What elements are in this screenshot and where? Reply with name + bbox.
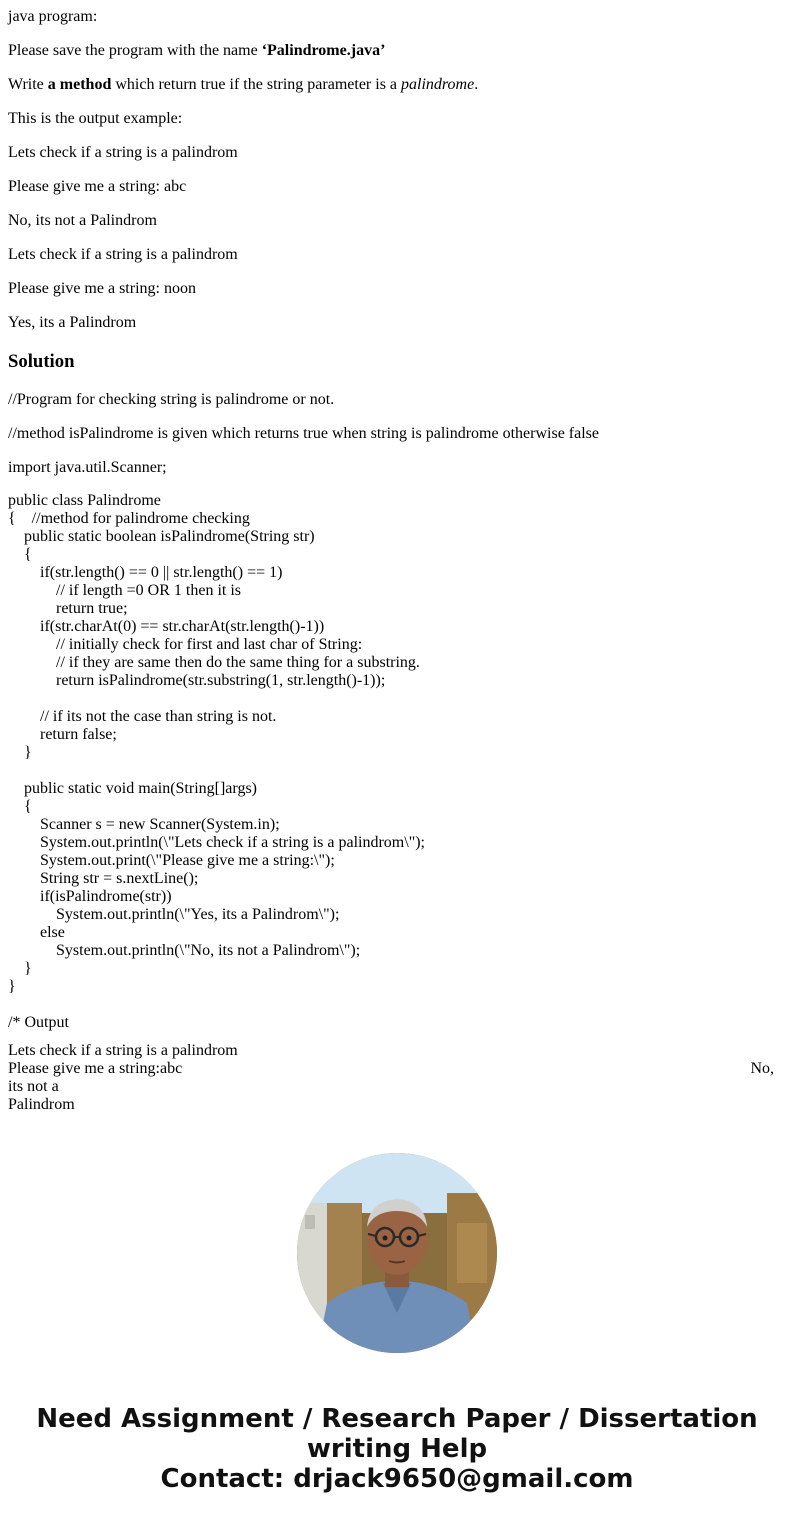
output-line: Lets check if a string is a palindrom	[8, 1042, 238, 1059]
code-line: if(isPalindrome(str))	[8, 888, 172, 905]
method-instruction-prefix: Write	[8, 76, 48, 93]
example-line: Please give me a string: noon	[8, 280, 196, 297]
code-line: return isPalindrome(str.substring(1, str.length()-1));	[8, 672, 386, 689]
output-example-label: This is the output example:	[8, 110, 183, 127]
code-line: public static boolean isPalindrome(String str)	[8, 528, 315, 545]
author-avatar	[297, 1153, 497, 1353]
code-line: /* Output	[8, 1014, 69, 1031]
code-line: if(str.length() == 0 || str.length() == 1)	[8, 564, 283, 581]
method-emphasis: a method	[47, 76, 112, 93]
method-instruction	[8, 76, 478, 94]
code-line: if(str.charAt(0) == str.charAt(str.length()-1))	[8, 618, 325, 635]
code-line: // initially check for first and last char of String:	[8, 636, 363, 653]
solution-comment: //method isPalindrome is given which returns true when string is palindrome otherwise false	[8, 425, 599, 442]
method-instruction-end: .	[474, 76, 479, 93]
code-line: System.out.println(\"No, its not a Palindrom\");	[8, 942, 361, 959]
code-line: // if length =0 OR 1 then it is	[8, 582, 242, 599]
example-line: No, its not a Palindrom	[8, 212, 157, 229]
code-line: System.out.println(\"Lets check if a string is a palindrom\");	[8, 834, 425, 851]
palindrome-term: palindrome	[401, 76, 475, 93]
code-line: public static void main(String[]args)	[8, 780, 257, 797]
save-instruction	[8, 42, 385, 60]
code-line: }	[8, 978, 16, 995]
code-line: Scanner s = new Scanner(System.in);	[8, 816, 280, 833]
code-line: {	[8, 546, 32, 563]
output-result-start: No,	[750, 1060, 774, 1077]
example-line: Please give me a string: abc	[8, 178, 187, 195]
code-line: public class Palindrome	[8, 492, 161, 509]
example-line: Lets check if a string is a palindrom	[8, 246, 238, 263]
code-line: {	[8, 798, 32, 815]
code-block	[8, 492, 786, 1050]
code-line	[8, 996, 786, 1014]
output-line: its not a	[8, 1078, 59, 1095]
import-statement: import java.util.Scanner;	[8, 459, 167, 476]
solution-comment: //Program for checking string is palindrome or not.	[8, 391, 335, 408]
code-line	[8, 690, 786, 708]
code-line: System.out.print(\"Please give me a string:\");	[8, 852, 335, 869]
code-line: }	[8, 744, 32, 761]
output-line	[8, 1060, 774, 1078]
contact-email: Contact: drjack9650@gmail.com	[160, 1464, 634, 1494]
promo-line: writing Help	[306, 1434, 488, 1464]
code-line: return true;	[8, 600, 128, 617]
method-instruction-mid: which return true if the string parameter is a	[111, 76, 402, 93]
file-name: ‘Palindrome.java’	[261, 42, 386, 59]
solution-heading: Solution	[8, 351, 75, 372]
code-line: System.out.println(\"Yes, its a Palindrom\");	[8, 906, 340, 923]
code-line: return false;	[8, 726, 117, 743]
code-line	[8, 762, 786, 780]
sample-output	[8, 1042, 774, 1114]
code-line: // if its not the case than string is not.	[8, 708, 277, 725]
promo-line: Need Assignment / Research Paper / Dissertation	[36, 1404, 758, 1434]
promo-banner	[0, 1404, 794, 1494]
code-line: }	[8, 960, 32, 977]
save-instruction-text: Please save the program with the name	[8, 42, 262, 59]
code-line: // if they are same then do the same thing for a substring.	[8, 654, 420, 671]
intro-line: java program:	[8, 8, 98, 25]
example-line: Lets check if a string is a palindrom	[8, 144, 238, 161]
output-prompt: Please give me a string:abc	[8, 1060, 183, 1077]
code-line: { //method for palindrome checking	[8, 510, 250, 527]
code-line: else	[8, 924, 65, 941]
output-line: Palindrom	[8, 1096, 75, 1113]
code-line: String str = s.nextLine();	[8, 870, 199, 887]
example-line: Yes, its a Palindrom	[8, 314, 137, 331]
